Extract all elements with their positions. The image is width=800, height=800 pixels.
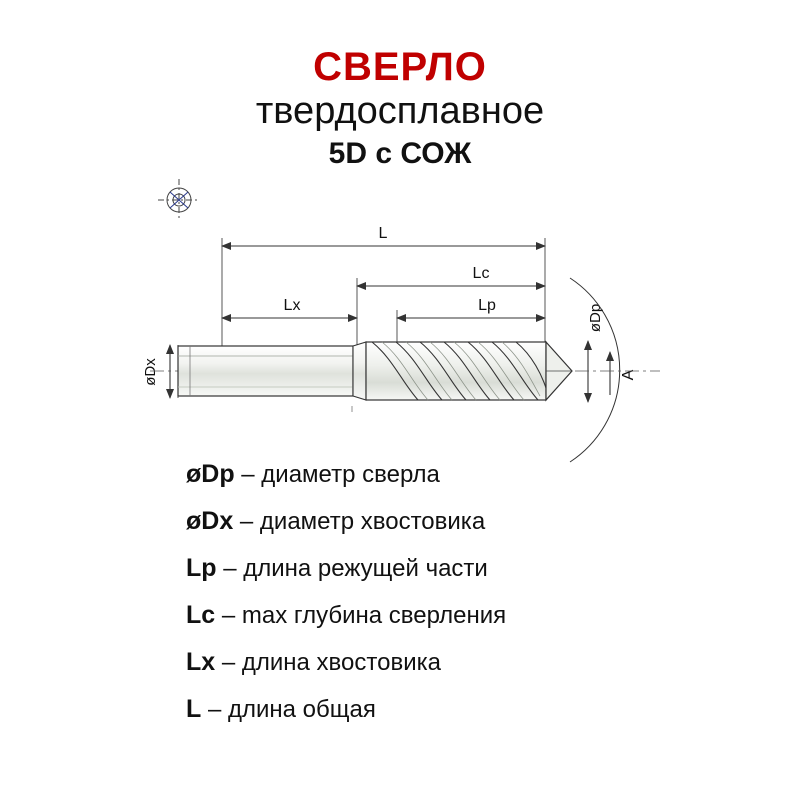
dimension-L [222,225,545,246]
legend-symbol-lp: Lp [186,554,217,582]
legend-text-dp: – диаметр сверла [234,461,440,488]
legend-text-lp: – длина режущей части [216,555,488,582]
page-title: СВЕРЛО [313,45,487,89]
first-angle-projection-icon [158,179,200,221]
legend-symbol-dp: øDp [186,460,235,488]
page-subtitle: твердосплавное [255,90,545,132]
dimension-label-A: A [620,369,637,381]
legend-list [186,462,766,744]
dimension-label-Dp: øDp [587,303,604,333]
legend-text-l: – длина общая [201,696,376,723]
dimension-label-Lp: Lp [478,297,496,314]
legend-item-dp [186,462,766,487]
legend-item-lp [186,556,766,581]
legend-item-l [186,697,766,722]
legend-symbol-l: L [186,695,202,723]
title-block [0,46,800,172]
technical-drawing [0,170,800,470]
legend-item-lx [186,650,766,675]
dimension-label-Dx: øDx [142,358,159,386]
drill-illustration [150,342,660,412]
dimension-Dp [587,304,604,402]
legend-text-lc: – max глубина сверления [215,602,507,629]
legend-item-lc [186,603,766,628]
legend-symbol-dx: øDx [186,507,234,535]
legend-symbol-lx: Lx [186,648,216,676]
dimension-Lp [397,297,545,318]
legend-item-dx [186,509,766,534]
dimension-label-Lx: Lx [283,297,301,314]
dimension-Lc [357,265,545,286]
legend-text-dx: – диаметр хвостовика [233,508,486,535]
page-subtitle-2: 5D с СОЖ [328,136,472,170]
legend-symbol-lc: Lc [186,601,216,629]
legend-text-lx: – длина хвостовика [215,649,441,676]
dimension-label-L: L [378,225,388,242]
dimension-label-Lc: Lc [472,265,490,282]
dimension-Lx [222,297,357,318]
dimension-Dx [142,345,170,398]
